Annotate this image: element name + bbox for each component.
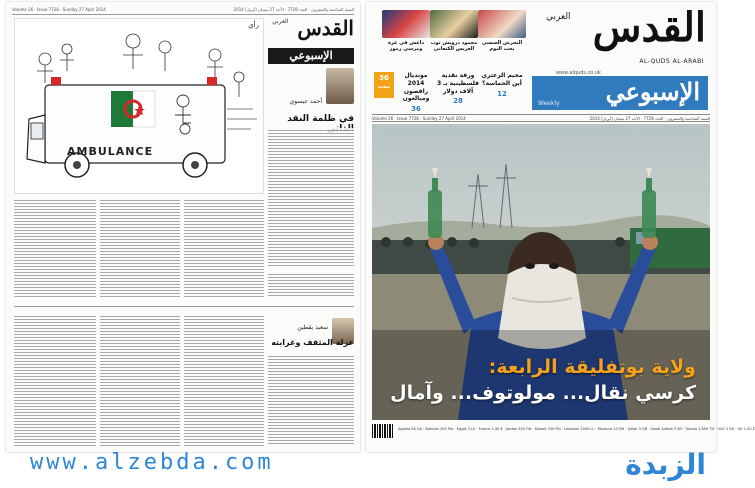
- article-1-column-5: [268, 272, 354, 298]
- promo-image-2: [430, 10, 478, 38]
- page-count-badge: [374, 72, 394, 98]
- teaser-item-2[interactable]: [436, 72, 480, 106]
- section-divider: [14, 306, 354, 307]
- newspaper-masthead: [532, 6, 712, 116]
- promo-item-2[interactable]: [430, 10, 478, 62]
- country-prices: Algeria 80 DA · Bahrain 300 Fils · Egypt 3 LE · France 1.40 € · Jordan 500 Fils · Kuwait 250 Fils · Lebanon 2000 LL · Morocco 10 DH · Qatar 3 QR · Saudi Arabia 3 SR · Tunisia 1.800 TD · UAE 3 DH · UK 1.00 £: [398, 427, 755, 431]
- weekly-banner-en: Weekly: [538, 100, 560, 107]
- mini-weekly-banner: الإسبوعي: [268, 48, 354, 64]
- issue-info-line: [372, 114, 710, 122]
- issue-info-en: Volume 26 · Issue 7728 · Sunday 27 April 2014: [372, 116, 466, 121]
- ambulance-cartoon-drawing: [15, 19, 265, 195]
- teaser-item-1[interactable]: [478, 72, 526, 99]
- site-url-watermark: www.alzebda.com: [30, 450, 274, 475]
- left-page-issue-ar: السنة السادسة والعشرون · العدد 7728 · الأحد 27 نيسان (أبريل) 2014: [233, 7, 354, 12]
- promo-image-1: [478, 10, 526, 38]
- promo-caption-2: محمود درويش ثوب العريس الكنعاني: [430, 40, 478, 53]
- molotov-bottle-left: [428, 190, 442, 238]
- teaser-page-2: 28: [453, 97, 463, 106]
- article-title-2: عزلة المثقف وغرابته: [271, 338, 354, 347]
- teaser-page-3: 36: [411, 105, 421, 114]
- article-1-column-1: [268, 128, 354, 268]
- promo-item-3[interactable]: [382, 10, 430, 62]
- mini-masthead: [268, 18, 354, 46]
- author-name-1: أحمد عيسوي: [289, 98, 322, 105]
- front-page-teasers: [374, 72, 530, 112]
- main-news-photo: [372, 124, 710, 420]
- article-2-column-4: [14, 314, 96, 446]
- teaser-text-1: مخيم الزعتري أين الحماسة؟: [481, 72, 523, 87]
- promo-caption-1: التحرش الجنسي تحت النوم: [481, 40, 523, 53]
- masthead-latin: AL-QUDS AL-ARABI: [639, 58, 704, 65]
- issue-info-ar: السنة السادسة والعشرون · العدد 7728 · الأحد 27 نيسان (أبريل) 2014: [589, 116, 710, 121]
- main-headline-line-2[interactable]: كرسي نقال... مولوتوف... وآمال: [390, 382, 696, 404]
- promo-image-3: [382, 10, 430, 38]
- teaser-item-3[interactable]: [396, 72, 436, 114]
- teaser-text-3: مونديال 2014 راقصون ومبالغون: [402, 72, 430, 103]
- site-logo-watermark: [596, 450, 712, 484]
- front-page-footer: [372, 424, 755, 438]
- ambulance-label: AMBULANCE: [67, 145, 154, 158]
- masthead-arabi: العربي: [546, 12, 571, 22]
- masthead-title: القدس: [592, 4, 706, 51]
- right-newspaper-front-page: [366, 2, 755, 452]
- left-page-issue-en: Volume 26 · Issue 7728 · Sunday 27 April 2014: [12, 7, 106, 12]
- article-1-column-2: [184, 198, 264, 298]
- left-newspaper-page: [6, 2, 360, 452]
- article-2-column-3: [100, 314, 180, 446]
- page-count-caption: صفحة: [377, 84, 391, 89]
- promo-caption-3: داعش في غزة ومرسي رموز: [387, 40, 425, 53]
- molotov-bottle-right: [642, 190, 656, 238]
- page-count-value: 36: [379, 74, 389, 82]
- article-1-column-4: [14, 198, 96, 298]
- weekly-banner-ar: الإسبوعي: [605, 77, 700, 106]
- flag-green-half: [111, 91, 133, 127]
- article-1-column-3: [100, 198, 180, 298]
- mini-masthead-arabi: العربي: [272, 18, 289, 25]
- promo-item-1[interactable]: [478, 10, 526, 62]
- weekly-banner: [532, 76, 708, 110]
- left-page-header-line: [12, 5, 354, 15]
- editorial-cartoon: [14, 18, 264, 194]
- teaser-page-1: 12: [497, 89, 507, 98]
- mini-masthead-title: القدس: [297, 16, 354, 40]
- article-2-column-1: [268, 354, 354, 446]
- main-headline-line-1[interactable]: ولاية بوتفليقة الرابعة:: [488, 356, 696, 378]
- author-name-2: سعيد يقطين: [297, 324, 328, 331]
- barcode: [372, 424, 394, 438]
- article-2-column-2: [184, 314, 264, 446]
- article-title-1: في ظلمة النقد: [287, 114, 354, 124]
- masthead-url: www.alquds.co.uk: [556, 70, 601, 76]
- teaser-text-2: ورقة نقدية فلسطينية بـ 3 آلاف دولار: [437, 72, 479, 95]
- cartoon-signature: رأي: [248, 21, 259, 29]
- site-logo-text: الزبدة: [625, 448, 706, 481]
- author-photo-1: [326, 68, 354, 104]
- author-byline-1: [268, 68, 354, 112]
